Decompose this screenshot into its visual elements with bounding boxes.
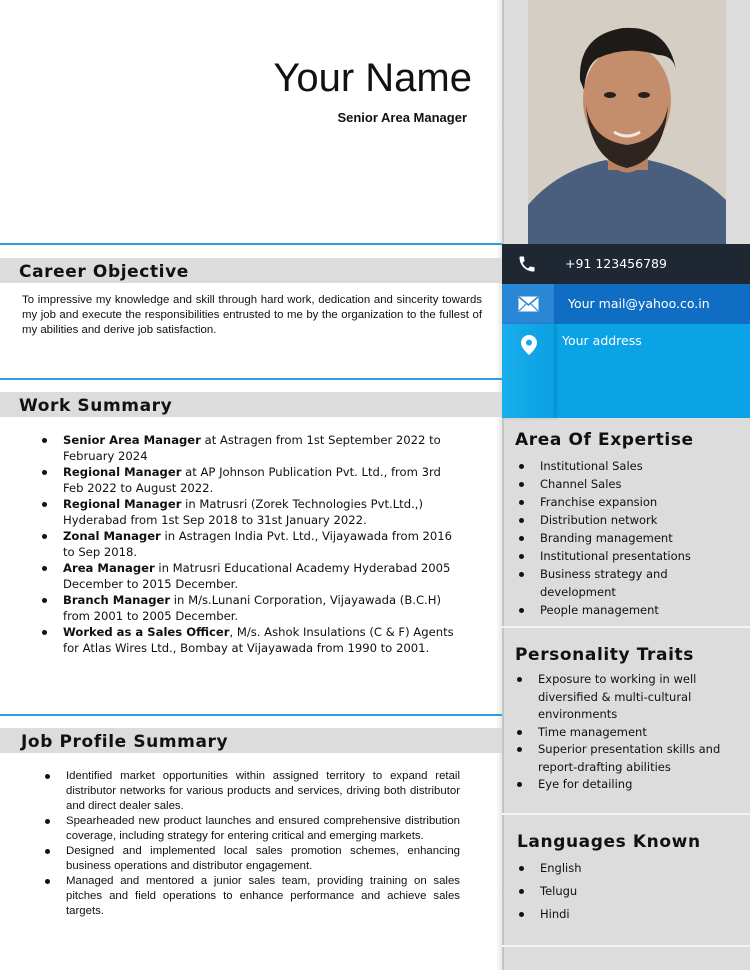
sidebar-divider	[502, 813, 750, 815]
languages-list	[540, 857, 690, 926]
section-divider	[0, 243, 502, 245]
sidebar-divider	[502, 626, 750, 628]
list-item	[63, 560, 463, 592]
career-objective-text: To impressive my knowledge and skill through hard work, dedication and sincerity towards my job and execute the responsibilities entrusted to me by the organization to the fullest of my abilities and derive job satisfaction.	[22, 294, 482, 336]
job-details: in Matrusri (Zorek Technologies Pvt.Ltd.,) Hyderabad from 1st Sep 2018 to 31st January 2022.	[63, 497, 423, 527]
phone-number: +91 123456789	[565, 256, 667, 271]
list-item: People management	[540, 601, 745, 619]
postal-address: Your address	[562, 333, 642, 348]
list-item: Distribution network	[540, 511, 745, 529]
work-summary-list	[63, 432, 463, 656]
job-details: in Astragen India Pvt. Ltd., Vijayawada from 2016 to Sep 2018.	[63, 529, 453, 559]
sidebar-shadow	[496, 0, 504, 970]
job-profile-title: Job Profile Summary	[21, 732, 229, 752]
expertise-list	[540, 457, 745, 619]
list-item	[63, 464, 463, 496]
list-item: Franchise expansion	[540, 493, 745, 511]
list-item	[63, 592, 463, 624]
job-position: Worked as a Sales Officer	[63, 625, 230, 639]
career-objective-title: Career Objective	[19, 262, 189, 282]
job-details: at AP Johnson Publication Pvt. Ltd., from 3rd Feb 2022 to August 2022.	[63, 465, 441, 495]
candidate-role: Senior Area Manager	[337, 110, 467, 125]
list-item: Managed and mentored a junior sales team, providing training on sales pitches and field operations to enhance performance and achieve sales targets.	[66, 875, 460, 917]
map-pin-icon	[521, 335, 537, 355]
list-item: Spearheaded new product launches and ensured comprehensive distribution coverage, including strategy for entering critical and emerging markets.	[66, 815, 460, 842]
section-divider	[0, 378, 502, 380]
list-item: Institutional Sales	[540, 457, 745, 475]
job-position: Regional Manager	[63, 497, 182, 511]
list-item: Branding management	[540, 529, 745, 547]
job-details: in M/s.Lunani Corporation, Vijayawada (B.C.H) from 2001 to 2005 December.	[63, 593, 441, 623]
list-item	[63, 496, 463, 528]
list-item: Institutional presentations	[540, 547, 745, 565]
job-details: at Astragen from 1st September 2022 to February 2024	[63, 433, 441, 463]
list-item: Hindi	[540, 903, 690, 926]
job-details: , M/s. Ashok Insulations (C & F) Agents for Atlas Wires Ltd., Bombay at Vijayawada from 1990 to 2001.	[63, 625, 454, 655]
job-position: Area Manager	[63, 561, 155, 575]
profile-photo	[528, 0, 726, 244]
list-item: Identified market opportunities within assigned territory to expand retail distributor networks for various products and services, driving both distributor and direct dealer sales.	[66, 770, 460, 812]
work-summary-title: Work Summary	[19, 396, 173, 416]
personality-traits-list	[538, 671, 728, 794]
candidate-name: Your Name	[273, 56, 472, 100]
sidebar-divider	[502, 945, 750, 947]
list-item: Channel Sales	[540, 475, 745, 493]
job-position: Branch Manager	[63, 593, 171, 607]
email-address: Your mail@yahoo.co.in	[568, 296, 710, 311]
section-divider	[0, 714, 502, 716]
list-item: Exposure to working in well diversified & multi-cultural environments	[538, 671, 728, 724]
envelope-icon	[518, 296, 539, 312]
list-item: Eye for detailing	[538, 776, 728, 794]
list-item	[63, 624, 463, 656]
languages-title: Languages Known	[517, 832, 701, 852]
job-position: Zonal Manager	[63, 529, 161, 543]
list-item: Superior presentation skills and report-drafting abilities	[538, 741, 728, 776]
job-profile-list	[66, 769, 460, 919]
job-details: in Matrusri Educational Academy Hyderabad 2005 December to 2015 December.	[63, 561, 451, 591]
list-item: Telugu	[540, 880, 690, 903]
list-item: Time management	[538, 724, 728, 742]
phone-icon	[517, 254, 537, 274]
list-item: Designed and implemented local sales promotion schemes, enhancing business operations and distributor engagement.	[66, 845, 460, 872]
list-item	[63, 528, 463, 560]
area-of-expertise-title: Area Of Expertise	[515, 430, 694, 450]
job-position: Regional Manager	[63, 465, 182, 479]
job-position: Senior Area Manager	[63, 433, 201, 447]
list-item	[63, 432, 463, 464]
list-item: Business strategy and development	[540, 565, 745, 601]
personality-traits-title: Personality Traits	[515, 645, 694, 665]
list-item: English	[540, 857, 690, 880]
